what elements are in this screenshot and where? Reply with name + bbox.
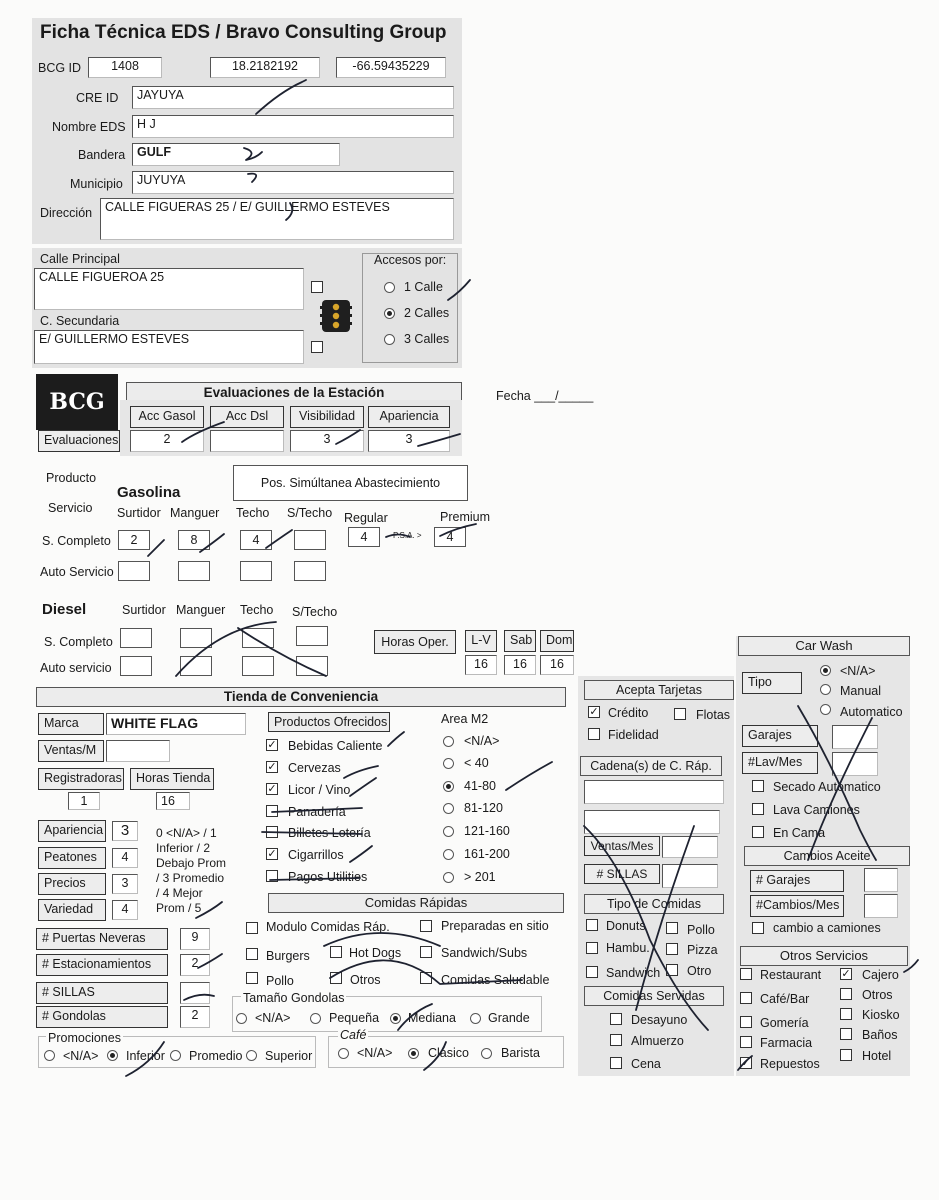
- latitude-field[interactable]: 18.2182192: [210, 57, 320, 78]
- gondola-mediana-label: Mediana: [408, 1011, 456, 1025]
- otros-left-label: Café/Bar: [760, 992, 810, 1006]
- promo-na-radio[interactable]: [44, 1050, 55, 1061]
- cambios-mes-button[interactable]: #Cambios/Mes: [750, 895, 844, 917]
- apariencia-field[interactable]: 3: [112, 821, 138, 841]
- registradoras-button[interactable]: Registradoras: [38, 768, 124, 790]
- burgers-checkbox[interactable]: [246, 948, 258, 960]
- secundaria-checkbox[interactable]: [311, 341, 323, 353]
- dsl-auto-techo[interactable]: [242, 656, 274, 676]
- calle-principal-field[interactable]: CALLE FIGUEROA 25: [34, 268, 304, 310]
- sandwich-tipo-checkbox[interactable]: [586, 966, 598, 978]
- horas-tienda-field[interactable]: 16: [156, 792, 190, 810]
- modulo-comidas-label: Modulo Comidas Ráp.: [266, 920, 390, 934]
- otros-left-checkbox[interactable]: ✓: [741, 1057, 751, 1069]
- otros-left-checkbox[interactable]: [740, 1036, 752, 1048]
- apariencia-button[interactable]: Apariencia: [38, 820, 106, 842]
- servicio-label: Servicio: [48, 501, 93, 515]
- eval-col-acc-dsl: Acc Dsl: [210, 406, 284, 428]
- lav-mes-field[interactable]: [832, 752, 878, 776]
- secado-checkbox[interactable]: [752, 780, 764, 792]
- ventas-mes-field[interactable]: [662, 836, 718, 858]
- bandera-label: Bandera: [78, 148, 126, 162]
- cafe-barista-radio[interactable]: [481, 1048, 492, 1059]
- cena-checkbox[interactable]: [610, 1057, 622, 1069]
- cadena-title: Cadena(s) de C. Ráp.: [580, 756, 722, 776]
- hambu-checkbox[interactable]: [586, 942, 598, 954]
- longitude-field[interactable]: -66.59435229: [336, 57, 446, 78]
- gas-col-s-techo: S/Techo: [287, 506, 333, 520]
- otros-left-checkbox[interactable]: [740, 968, 752, 980]
- accesos-1-label: 1 Calle: [404, 280, 443, 294]
- direccion-field[interactable]: CALLE FIGUERAS 25 / E/ GUILLERMO ESTEVES: [100, 198, 454, 240]
- municipio-field[interactable]: JUYUYA: [132, 171, 454, 194]
- desayuno-checkbox[interactable]: [610, 1013, 622, 1025]
- credito-label: Crédito: [608, 706, 649, 720]
- area-radio[interactable]: [443, 872, 454, 883]
- productos-title: Productos Ofrecidos: [268, 712, 390, 732]
- producto-checkbox[interactable]: [266, 870, 278, 882]
- gondola-grande-radio[interactable]: [470, 1013, 481, 1024]
- sillas-cr-field[interactable]: [662, 864, 718, 888]
- otros-left-checkbox[interactable]: [740, 992, 752, 1004]
- ventas-mes-button[interactable]: Ventas/Mes: [584, 836, 660, 856]
- gondola-grande-label: Grande: [488, 1011, 530, 1025]
- s-completo-label: S. Completo: [42, 534, 111, 548]
- dsl-manguer-field[interactable]: [180, 628, 212, 648]
- pos-simultanea-box: Pos. Simúltanea Abastecimiento: [233, 465, 468, 501]
- nombre-label: Nombre EDS: [52, 120, 126, 134]
- eval-col-acc-gasol: Acc Gasol: [130, 406, 204, 428]
- ventas-m-button[interactable]: Ventas/M: [38, 740, 104, 762]
- otros-left-label: Farmacia: [760, 1036, 813, 1050]
- accesos-3-radio[interactable]: [384, 334, 395, 345]
- premium-label: Premium: [440, 510, 491, 524]
- fecha-label: Fecha ___/_____: [496, 389, 594, 403]
- comidas-saludable-checkbox[interactable]: [420, 972, 432, 984]
- pollo-cr-checkbox[interactable]: [246, 972, 258, 984]
- otros-left-label: Repuestos: [760, 1057, 820, 1071]
- scale-1: 0 <N/A> / 1: [156, 826, 217, 840]
- aceite-title: Cambios Aceite: [744, 846, 910, 866]
- scale-2: Inferior / 2: [156, 841, 211, 855]
- otros-left-label: Gomería: [760, 1016, 809, 1030]
- producto-checkbox[interactable]: [266, 826, 278, 838]
- promo-superior-radio[interactable]: [246, 1050, 257, 1061]
- almuerzo-checkbox[interactable]: [610, 1034, 622, 1046]
- dsl-auto-manguer[interactable]: [180, 656, 212, 676]
- horas-tienda-button[interactable]: Horas Tienda: [130, 768, 214, 790]
- aceite-garajes-field[interactable]: [864, 868, 898, 892]
- sillas-cr-button[interactable]: # SILLAS: [584, 864, 660, 884]
- accesos-2-radio[interactable]: [384, 308, 395, 319]
- area-radio[interactable]: [443, 736, 454, 747]
- form-title: Ficha Técnica EDS / Bravo Consulting Group: [40, 22, 447, 43]
- gondola-mediana-radio[interactable]: [390, 1013, 401, 1024]
- hambu-label: Hambu.: [606, 941, 650, 955]
- gas-col-techo: Techo: [236, 506, 270, 520]
- promo-inferior-radio[interactable]: [107, 1050, 118, 1061]
- gas-col-surtidor: Surtidor: [117, 506, 161, 520]
- producto-checkbox[interactable]: ✓: [267, 739, 277, 751]
- direccion-label: Dirección: [40, 206, 93, 220]
- sandwich-tipo-label: Sandwich: [606, 966, 661, 980]
- otros-right-label: Kiosko: [862, 1008, 900, 1022]
- gondola-na-label: <N/A>: [255, 1011, 291, 1025]
- gasolina-title: Gasolina: [117, 484, 181, 501]
- secado-label: Secado Automatico: [773, 780, 881, 794]
- gas-auto-manguer[interactable]: [178, 561, 210, 581]
- almuerzo-label: Almuerzo: [631, 1034, 684, 1048]
- fidelidad-label: Fidelidad: [608, 728, 659, 742]
- area-radio[interactable]: [443, 781, 454, 792]
- tarjetas-title: Acepta Tarjetas: [584, 680, 734, 700]
- scale-6: Prom / 5: [156, 901, 202, 915]
- count-button[interactable]: # Gondolas: [36, 1006, 168, 1028]
- gondola-pequena-radio[interactable]: [310, 1013, 321, 1024]
- garajes-button[interactable]: Garajes: [742, 725, 818, 747]
- horas-sab-field[interactable]: 16: [504, 655, 536, 675]
- producto-label: Cigarrillos: [288, 848, 344, 862]
- area-label: 121-160: [464, 824, 510, 838]
- dsl-col-techo: Techo: [240, 603, 274, 617]
- producto-checkbox[interactable]: [266, 805, 278, 817]
- eval-visibilidad-field[interactable]: 3: [290, 430, 364, 452]
- secundaria-label: C. Secundaria: [40, 314, 120, 328]
- comidas-rapidas-title: Comidas Rápidas: [268, 893, 564, 913]
- producto-label: Producto: [46, 471, 97, 485]
- psa-note: P.S.A. >: [393, 531, 422, 540]
- traffic-light-icon: [320, 298, 352, 334]
- pollo-tipo-label: Pollo: [687, 923, 715, 937]
- horas-dom-field[interactable]: 16: [540, 655, 574, 675]
- cafe-clasico-label: Clásico: [428, 1046, 469, 1060]
- count-button[interactable]: # Estacionamientos: [36, 954, 168, 976]
- area-radio[interactable]: [443, 826, 454, 837]
- otros-right-label: Hotel: [862, 1049, 892, 1063]
- scale-4: / 3 Promedio: [156, 871, 225, 885]
- municipio-label: Municipio: [70, 177, 123, 191]
- promo-promedio-radio[interactable]: [170, 1050, 181, 1061]
- scale-3: Debajo Prom: [156, 856, 227, 870]
- carwash-auto-radio[interactable]: [820, 704, 831, 715]
- marca-button[interactable]: Marca: [38, 713, 104, 735]
- producto-label: Licor / Vino: [288, 783, 351, 797]
- accesos-1-radio[interactable]: [384, 282, 395, 293]
- cadena-field-1[interactable]: [584, 780, 724, 804]
- area-radio[interactable]: [443, 758, 454, 769]
- otros-right-checkbox[interactable]: [840, 1028, 852, 1040]
- bandera-field[interactable]: GULF: [132, 143, 340, 166]
- accesos-2-label: 2 Calles: [404, 306, 450, 320]
- gas-col-manguer: Manguer: [170, 506, 220, 520]
- dsl-col-manguer: Manguer: [176, 603, 226, 617]
- cambios-mes-field[interactable]: [864, 894, 898, 918]
- horas-lv-field[interactable]: 16: [465, 655, 497, 675]
- area-label: 81-120: [464, 801, 503, 815]
- precios-field[interactable]: 3: [112, 874, 138, 894]
- cre-id-label: CRE ID: [76, 91, 119, 105]
- area-label: < 40: [464, 756, 489, 770]
- gas-auto-surtidor[interactable]: [118, 561, 150, 581]
- calle-principal-label: Calle Principal: [40, 252, 120, 266]
- producto-label: Pagos Utilities: [288, 870, 368, 884]
- premium-field[interactable]: 4: [434, 527, 466, 547]
- count-field[interactable]: [180, 982, 210, 1004]
- auto-servicio-label: Auto Servicio: [40, 565, 114, 579]
- sandwich-subs-checkbox[interactable]: [420, 946, 432, 958]
- accesos-3-label: 3 Calles: [404, 332, 450, 346]
- bcg-id-label: BCG ID: [38, 61, 82, 75]
- otros-servicios-title: Otros Servicios: [740, 946, 908, 966]
- tipo-comidas-title: Tipo de Comidas: [584, 894, 724, 914]
- producto-label: Billetes Lotería: [288, 826, 371, 840]
- gas-techo-field[interactable]: 4: [240, 530, 272, 550]
- count-button[interactable]: # SILLAS: [36, 982, 168, 1004]
- carwash-title: Car Wash: [738, 636, 910, 656]
- sandwich-subs-label: Sandwich/Subs: [441, 946, 528, 960]
- otros-right-checkbox[interactable]: [840, 988, 852, 1000]
- pollo-cr-label: Pollo: [266, 974, 294, 988]
- producto-label: Cervezas: [288, 761, 341, 775]
- carwash-manual-label: Manual: [840, 684, 881, 698]
- variedad-button[interactable]: Variedad: [38, 899, 106, 921]
- area-label: <N/A>: [464, 734, 500, 748]
- en-cama-label: En Cama: [773, 826, 826, 840]
- regular-field[interactable]: 4: [348, 527, 380, 547]
- cadena-field-2[interactable]: [584, 810, 720, 834]
- area-label: 41-80: [464, 779, 496, 793]
- peatones-button[interactable]: Peatones: [38, 847, 106, 869]
- variedad-field[interactable]: 4: [112, 900, 138, 920]
- bcg-id-field[interactable]: 1408: [88, 57, 162, 78]
- otros-right-checkbox[interactable]: ✓: [841, 968, 851, 980]
- otros-left-checkbox[interactable]: [740, 1016, 752, 1028]
- dsl-s-techo-field[interactable]: [296, 626, 328, 646]
- evaluaciones-button[interactable]: Evaluaciones: [38, 430, 120, 452]
- fidelidad-checkbox[interactable]: [588, 728, 600, 740]
- secundaria-field[interactable]: E/ GUILLERMO ESTEVES: [34, 330, 304, 364]
- count-field[interactable]: 2: [180, 1006, 210, 1028]
- gas-s-techo-field[interactable]: [294, 530, 326, 550]
- otros-right-checkbox[interactable]: [840, 1008, 852, 1020]
- gas-surtidor-field[interactable]: 2: [118, 530, 150, 550]
- hot-dogs-checkbox[interactable]: [330, 946, 342, 958]
- cambio-camiones-checkbox[interactable]: [752, 922, 764, 934]
- hot-dogs-label: Hot Dogs: [349, 946, 402, 960]
- garajes-field[interactable]: [832, 725, 878, 749]
- horas-col-dom: Dom: [540, 630, 574, 652]
- producto-label: Panadería: [288, 805, 346, 819]
- area-radio[interactable]: [443, 803, 454, 814]
- donuts-label: Donuts: [606, 919, 646, 933]
- dsl-auto-servicio-label: Auto servicio: [40, 661, 112, 675]
- promo-na-label: <N/A>: [63, 1049, 99, 1063]
- dsl-col-surtidor: Surtidor: [122, 603, 166, 617]
- lav-mes-button[interactable]: #Lav/Mes: [742, 752, 818, 774]
- lava-camiones-checkbox[interactable]: [752, 803, 764, 815]
- eval-acc-gasol-field[interactable]: 2: [130, 430, 204, 452]
- comidas-servidas-title: Comidas Servidas: [584, 986, 724, 1006]
- credito-checkbox[interactable]: ✓: [589, 706, 599, 718]
- cre-id-field[interactable]: JAYUYA: [132, 86, 454, 109]
- principal-checkbox[interactable]: [311, 281, 323, 293]
- dsl-col-s-techo: S/Techo: [292, 605, 338, 619]
- count-field[interactable]: 9: [180, 928, 210, 950]
- otro-tipo-checkbox[interactable]: [666, 964, 678, 976]
- gas-auto-techo[interactable]: [240, 561, 272, 581]
- producto-label: Bebidas Caliente: [288, 739, 383, 753]
- gondola-pequena-label: Pequeña: [329, 1011, 380, 1025]
- dsl-auto-surtidor[interactable]: [120, 656, 152, 676]
- horas-col-sab: Sab: [504, 630, 536, 652]
- ventas-m-field[interactable]: [106, 740, 170, 762]
- pizza-label: Pizza: [687, 943, 718, 957]
- otros-right-label: Otros: [862, 988, 893, 1002]
- aceite-garajes-button[interactable]: # Garajes: [750, 870, 844, 892]
- count-button[interactable]: # Puertas Neveras: [36, 928, 168, 950]
- tienda-title: Tienda de Conveniencia: [36, 687, 566, 707]
- otros-right-checkbox[interactable]: [840, 1049, 852, 1061]
- gas-auto-s-techo[interactable]: [294, 561, 326, 581]
- promo-promedio-label: Promedio: [189, 1049, 243, 1063]
- dsl-auto-s-techo[interactable]: [296, 656, 328, 676]
- horas-col-lv: L-V: [465, 630, 497, 652]
- area-label: > 201: [464, 870, 496, 884]
- bcg-logo: BCG: [36, 374, 118, 430]
- pizza-checkbox[interactable]: [666, 943, 678, 955]
- cafe-na-radio[interactable]: [338, 1048, 349, 1059]
- carwash-na-label: <N/A>: [840, 664, 876, 678]
- carwash-na-radio[interactable]: [820, 665, 831, 676]
- gondolas-title: Tamaño Gondolas: [243, 991, 345, 1005]
- preparadas-checkbox[interactable]: [420, 920, 432, 932]
- cafe-title: Café: [340, 1028, 367, 1042]
- count-field[interactable]: 2: [180, 954, 210, 976]
- preparadas-label: Preparadas en sitio: [441, 919, 549, 933]
- peatones-field[interactable]: 4: [112, 848, 138, 868]
- otros-cr-label: Otros: [350, 973, 381, 987]
- nombre-field[interactable]: H J: [132, 115, 454, 138]
- carwash-manual-radio[interactable]: [820, 684, 831, 695]
- area-radio[interactable]: [443, 849, 454, 860]
- cafe-clasico-radio[interactable]: [408, 1048, 419, 1059]
- carwash-tipo-button[interactable]: Tipo: [742, 672, 802, 694]
- regular-label: Regular: [344, 511, 388, 525]
- comidas-saludable-label: Comidas Saludable: [441, 973, 550, 987]
- horas-oper-button[interactable]: Horas Oper.: [374, 630, 456, 654]
- burgers-label: Burgers: [266, 949, 310, 963]
- otros-left-label: Restaurant: [760, 968, 822, 982]
- producto-checkbox[interactable]: ✓: [267, 783, 277, 795]
- eval-col-apariencia: Apariencia: [368, 406, 450, 428]
- evaluaciones-title: Evaluaciones de la Estación: [126, 382, 462, 403]
- carwash-auto-label: Automatico: [840, 705, 903, 719]
- precios-button[interactable]: Precios: [38, 873, 106, 895]
- diesel-title: Diesel: [42, 601, 87, 618]
- gas-manguer-field[interactable]: 8: [178, 530, 210, 550]
- pollo-tipo-checkbox[interactable]: [666, 922, 678, 934]
- dsl-surtidor-field[interactable]: [120, 628, 152, 648]
- otro-tipo-label: Otro: [687, 964, 712, 978]
- dsl-techo-field[interactable]: [242, 628, 274, 648]
- cafe-na-label: <N/A>: [357, 1046, 393, 1060]
- desayuno-label: Desayuno: [631, 1013, 688, 1027]
- registradoras-field[interactable]: 1: [68, 792, 100, 810]
- producto-checkbox[interactable]: ✓: [267, 761, 277, 773]
- promo-superior-label: Superior: [265, 1049, 313, 1063]
- donuts-checkbox[interactable]: [586, 919, 598, 931]
- cafe-barista-label: Barista: [501, 1046, 540, 1060]
- flotas-checkbox[interactable]: [674, 708, 686, 720]
- cena-label: Cena: [631, 1057, 661, 1071]
- otros-right-label: Cajero: [862, 968, 899, 982]
- scale-5: / 4 Mejor: [156, 886, 203, 900]
- area-label: 161-200: [464, 847, 510, 861]
- flotas-label: Flotas: [696, 708, 731, 722]
- eval-col-visibilidad: Visibilidad: [290, 406, 364, 428]
- cambio-camiones-label: cambio a camiones: [773, 921, 881, 935]
- producto-checkbox[interactable]: ✓: [267, 848, 277, 860]
- otros-cr-checkbox[interactable]: [330, 972, 342, 984]
- en-cama-checkbox[interactable]: [752, 826, 764, 838]
- promociones-title: Promociones: [48, 1031, 121, 1045]
- eval-acc-dsl-field[interactable]: [210, 430, 284, 452]
- area-title: Area M2: [441, 712, 489, 726]
- promo-inferior-label: Inferior: [126, 1049, 165, 1063]
- lava-camiones-label: Lava Camiones: [773, 803, 860, 817]
- eval-apariencia-field[interactable]: 3: [368, 430, 450, 452]
- modulo-comidas-checkbox[interactable]: [246, 922, 258, 934]
- otros-right-label: Baños: [862, 1028, 898, 1042]
- gondola-na-radio[interactable]: [236, 1013, 247, 1024]
- rating-scale: [156, 826, 226, 916]
- marca-field[interactable]: WHITE FLAG: [106, 713, 246, 735]
- accesos-label: Accesos por:: [374, 253, 447, 267]
- dsl-s-completo-label: S. Completo: [44, 635, 113, 649]
